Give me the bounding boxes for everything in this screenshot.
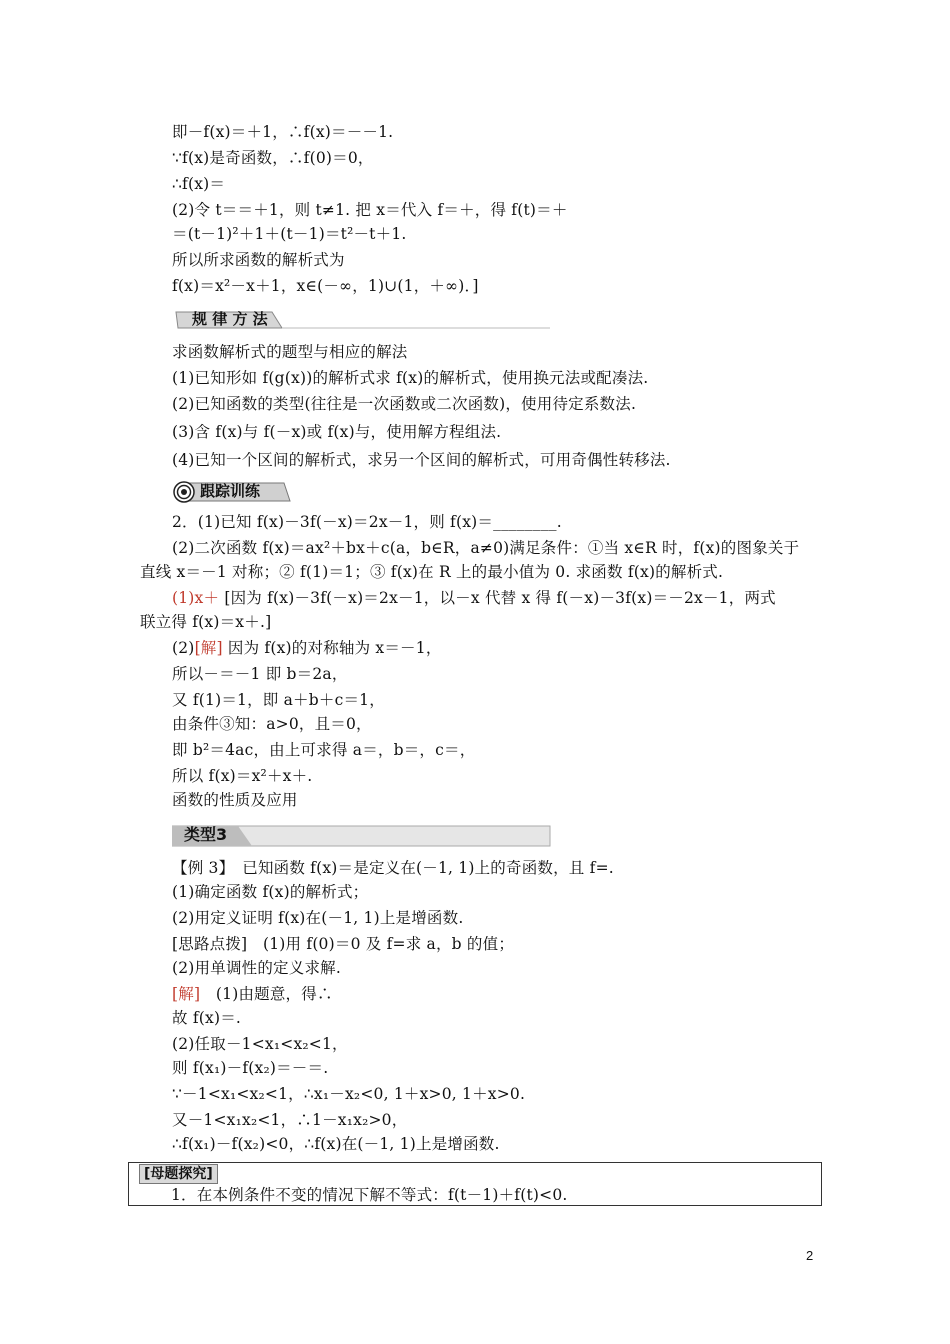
text-line: 即－f(x)＝＋1，∴f(x)＝－－1. xyxy=(172,123,394,141)
text-line: 由条件③知：a>0，且＝0， xyxy=(172,715,372,733)
question-line: (2)二次函数 f(x)＝ax²＋bx＋c(a，b∈R，a≠0)满足条件：①当 x∈R 时，f(x)的图象关于 xyxy=(172,539,800,557)
example-line: 则 f(x₁)－f(x₂)＝－＝. xyxy=(172,1059,329,1077)
page-number: 2 xyxy=(806,1248,814,1263)
example-line: (2)任取－1<x₁<x₂<1， xyxy=(172,1035,348,1053)
banner-title: 跟踪训练 xyxy=(200,482,261,500)
answer-highlight: (1)x＋ xyxy=(172,589,220,607)
banner-shape xyxy=(172,824,552,848)
section-subtitle: 函数的性质及应用 xyxy=(172,791,298,809)
box-text: 1．在本例条件不变的情况下解不等式：f(t－1)＋f(t)<0. xyxy=(171,1186,568,1204)
training-banner xyxy=(172,480,292,504)
question-line: 2．(1)已知 f(x)－3f(－x)＝2x－1，则 f(x)＝________. xyxy=(172,513,562,531)
example-line: 又－1<x₁x₂<1，∴1－x₁x₂>0， xyxy=(172,1111,408,1129)
text-line: 即 b²＝4ac，由上可求得 a＝，b＝，c＝， xyxy=(172,741,476,759)
text-line: (3)含 f(x)与 f(－x)或 f(x)与，使用解方程组法. xyxy=(172,423,502,441)
text-line: 所以 f(x)＝x²＋x＋. xyxy=(172,767,313,785)
question-line: 直线 x＝－1 对称；② f(1)＝1；③ f(x)在 R 上的最小值为 0. 求函数 f(x)的解析式. xyxy=(140,563,724,581)
text-line: 所以所求函数的解析式为 xyxy=(172,251,345,269)
example-line: ∵－1<x₁<x₂<1，∴x₁－x₂<0, 1＋x>0, 1＋x>0. xyxy=(172,1085,526,1103)
text-line: 又 f(1)＝1，即 a＋b＋c＝1， xyxy=(172,691,385,709)
example-line xyxy=(172,984,333,1004)
text-line: (2)令 t＝＝＋1，则 t≠1. 把 x＝代入 f＝＋，得 f(t)＝＋ xyxy=(172,201,568,219)
exploration-box xyxy=(128,1162,822,1206)
answer-line xyxy=(172,588,776,608)
text-line: (2)已知函数的类型(往往是一次函数或二次函数)，使用待定系数法. xyxy=(172,395,637,413)
example-line: (2)用单调性的定义求解. xyxy=(172,959,341,977)
text-line: f(x)＝x²－x＋1，x∈(－∞，1)∪(1，＋∞)．] xyxy=(172,277,479,295)
answer-line xyxy=(172,638,442,658)
answer-prefix: (2) xyxy=(172,639,195,657)
text-line: (4)已知一个区间的解析式，求另一个区间的解析式，可用奇偶性转移法. xyxy=(172,451,671,469)
answer-line: 联立得 f(x)＝x＋.] xyxy=(140,613,272,631)
example-line: 故 f(x)＝. xyxy=(172,1009,242,1027)
answer-text: 因为 f(x)的对称轴为 x＝－1， xyxy=(222,639,442,657)
banner-title: 规 律 方 法 xyxy=(192,310,268,328)
text-line: 所以－＝－1 即 b＝2a， xyxy=(172,665,348,683)
example-text: (1)由题意，得∴ xyxy=(200,985,333,1003)
method-banner xyxy=(172,308,552,332)
example-line: ∴f(x₁)－f(x₂)<0，∴f(x)在(－1, 1)上是增函数. xyxy=(172,1135,500,1153)
box-label: [母题探究] xyxy=(139,1164,218,1184)
example-line: (1)确定函数 f(x)的解析式； xyxy=(172,883,369,901)
text-line: ∵f(x)是奇函数，∴f(0)＝0， xyxy=(172,149,374,167)
text-line: ∴f(x)＝ xyxy=(172,175,226,193)
banner-title: 类型3 xyxy=(184,825,228,844)
solution-tag: [解] xyxy=(194,639,223,657)
example-line: [思路点拨] (1)用 f(0)＝0 及 f=求 a，b 的值； xyxy=(172,935,515,953)
type-banner xyxy=(172,824,552,848)
text-line: ＝(t－1)²＋1＋(t－1)＝t²－t＋1. xyxy=(172,225,407,243)
text-line: 求函数解析式的题型与相应的解法 xyxy=(172,343,408,361)
example-line: (2)用定义证明 f(x)在(－1, 1)上是增函数. xyxy=(172,909,464,927)
text-line: (1)已知形如 f(g(x))的解析式求 f(x)的解析式，使用换元法或配凑法. xyxy=(172,369,649,387)
solution-tag: [解] xyxy=(172,985,201,1003)
example-line: 【例 3】 已知函数 f(x)＝是定义在(－1, 1)上的奇函数，且 f=. xyxy=(172,859,614,877)
answer-text: [因为 f(x)－3f(－x)＝2x－1，以－x 代替 x 得 f(－x)－3f(x)＝－2x－1，两式 xyxy=(219,589,776,607)
